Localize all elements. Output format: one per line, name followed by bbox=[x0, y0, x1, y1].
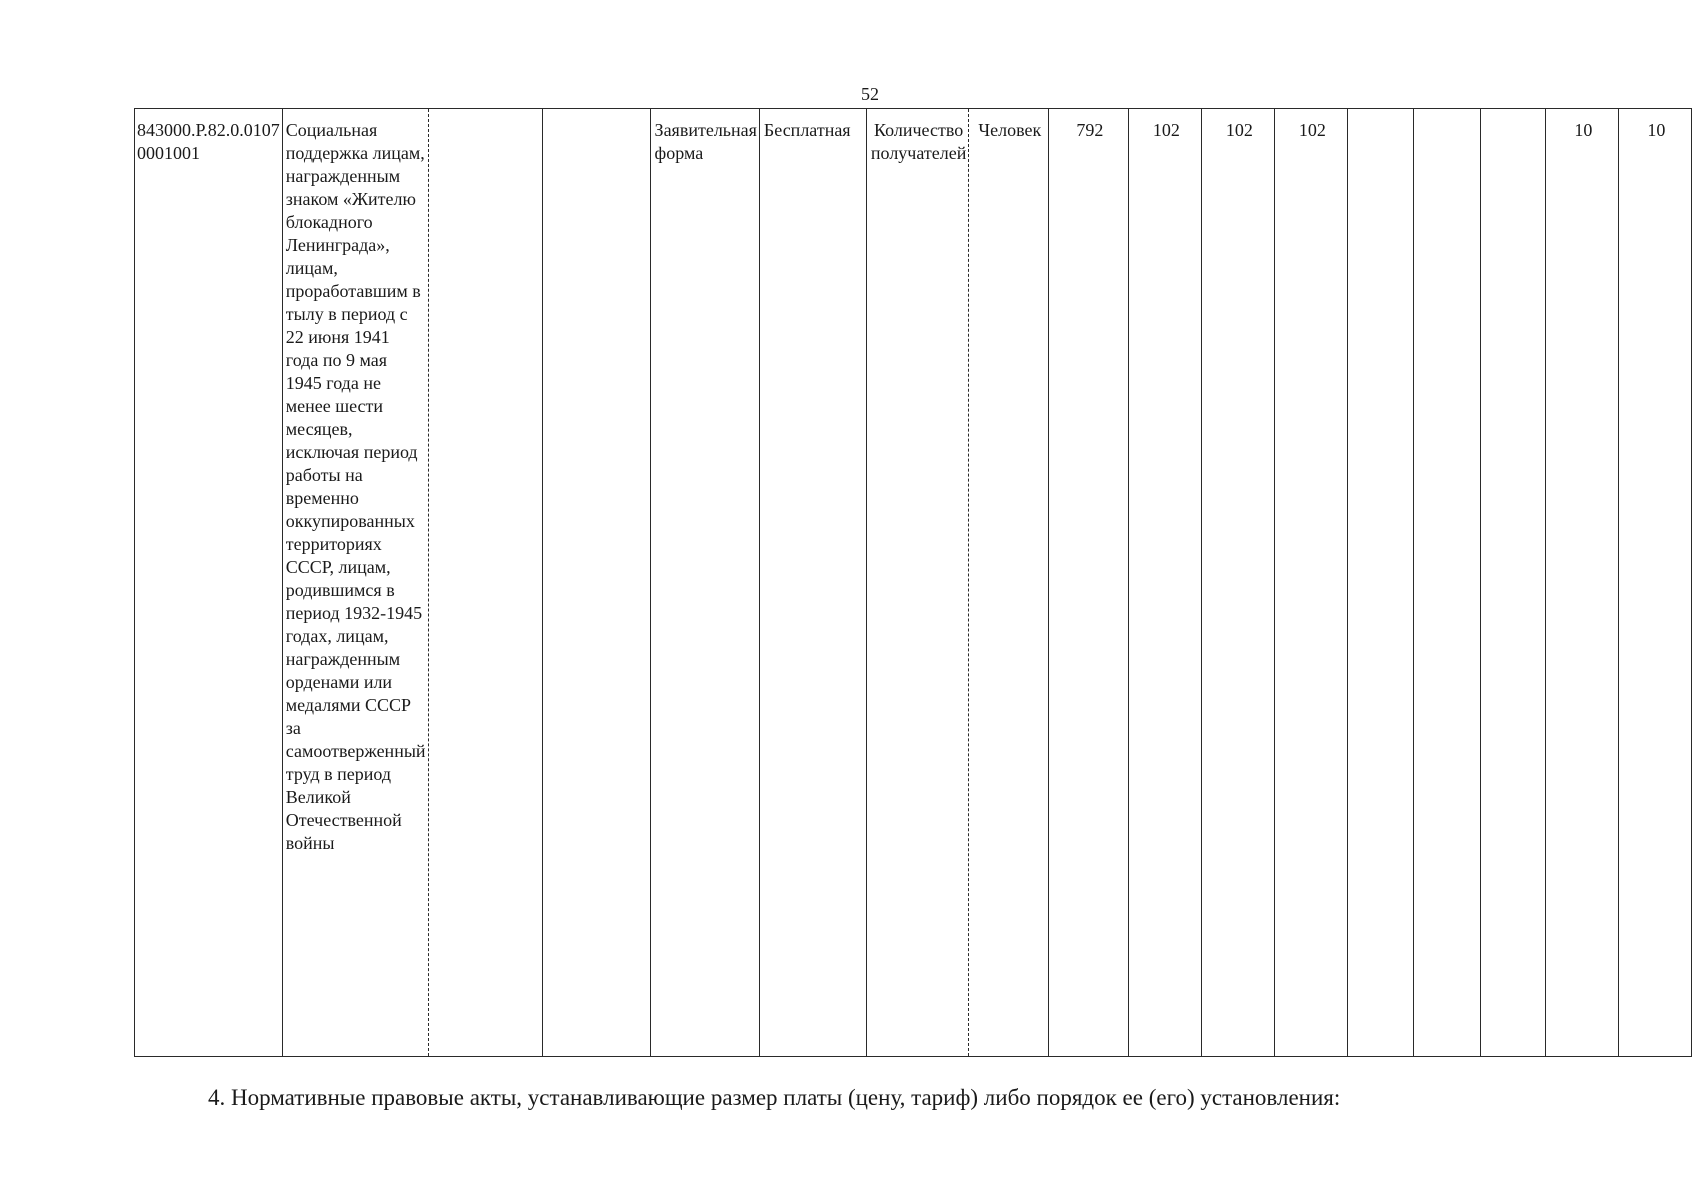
empty-cell bbox=[1414, 109, 1481, 1057]
empty-cell bbox=[1348, 109, 1414, 1057]
deviation-cell: 10 bbox=[1619, 109, 1692, 1057]
empty-cell bbox=[1481, 109, 1546, 1057]
service-table bbox=[134, 108, 1692, 1057]
form-cell: Заявительная форма bbox=[650, 109, 759, 1057]
indicator-cell: Количество получателей bbox=[866, 109, 968, 1057]
table-row bbox=[135, 109, 1692, 1057]
value-cell: 102 bbox=[1129, 109, 1202, 1057]
value-cell: 102 bbox=[1202, 109, 1275, 1057]
empty-cell bbox=[542, 109, 650, 1057]
okei-code-cell: 792 bbox=[1049, 109, 1129, 1057]
payment-cell: Бесплатная bbox=[759, 109, 866, 1057]
empty-cell bbox=[428, 109, 542, 1057]
registry-code-cell: 843000.Р.82.0.0107 0001001 bbox=[135, 109, 283, 1057]
deviation-cell: 10 bbox=[1546, 109, 1619, 1057]
service-name-cell: Социальная поддержка лицам, награжденным знаком «Жителю блокадного Ленинграда», лицам, проработавшим в тылу в период с 22 июня 1941 года по 9 мая 1945 года не менее шести месяцев, исключая период работы на временно оккупированных территориях СССР, лицам, родившимся в период 1932-1945 годах, лицам, награжденным орденами или медалями СССР за самоотверженный труд в период Великой Отечественной войны bbox=[282, 109, 428, 1057]
section-heading: 4. Нормативные правовые акты, устанавливающие размер платы (цену, тариф) либо порядок ее (его) установления: bbox=[208, 1085, 1341, 1110]
page-number: 52 bbox=[861, 84, 879, 104]
value-cell: 102 bbox=[1275, 109, 1348, 1057]
unit-cell: Человек bbox=[969, 109, 1049, 1057]
